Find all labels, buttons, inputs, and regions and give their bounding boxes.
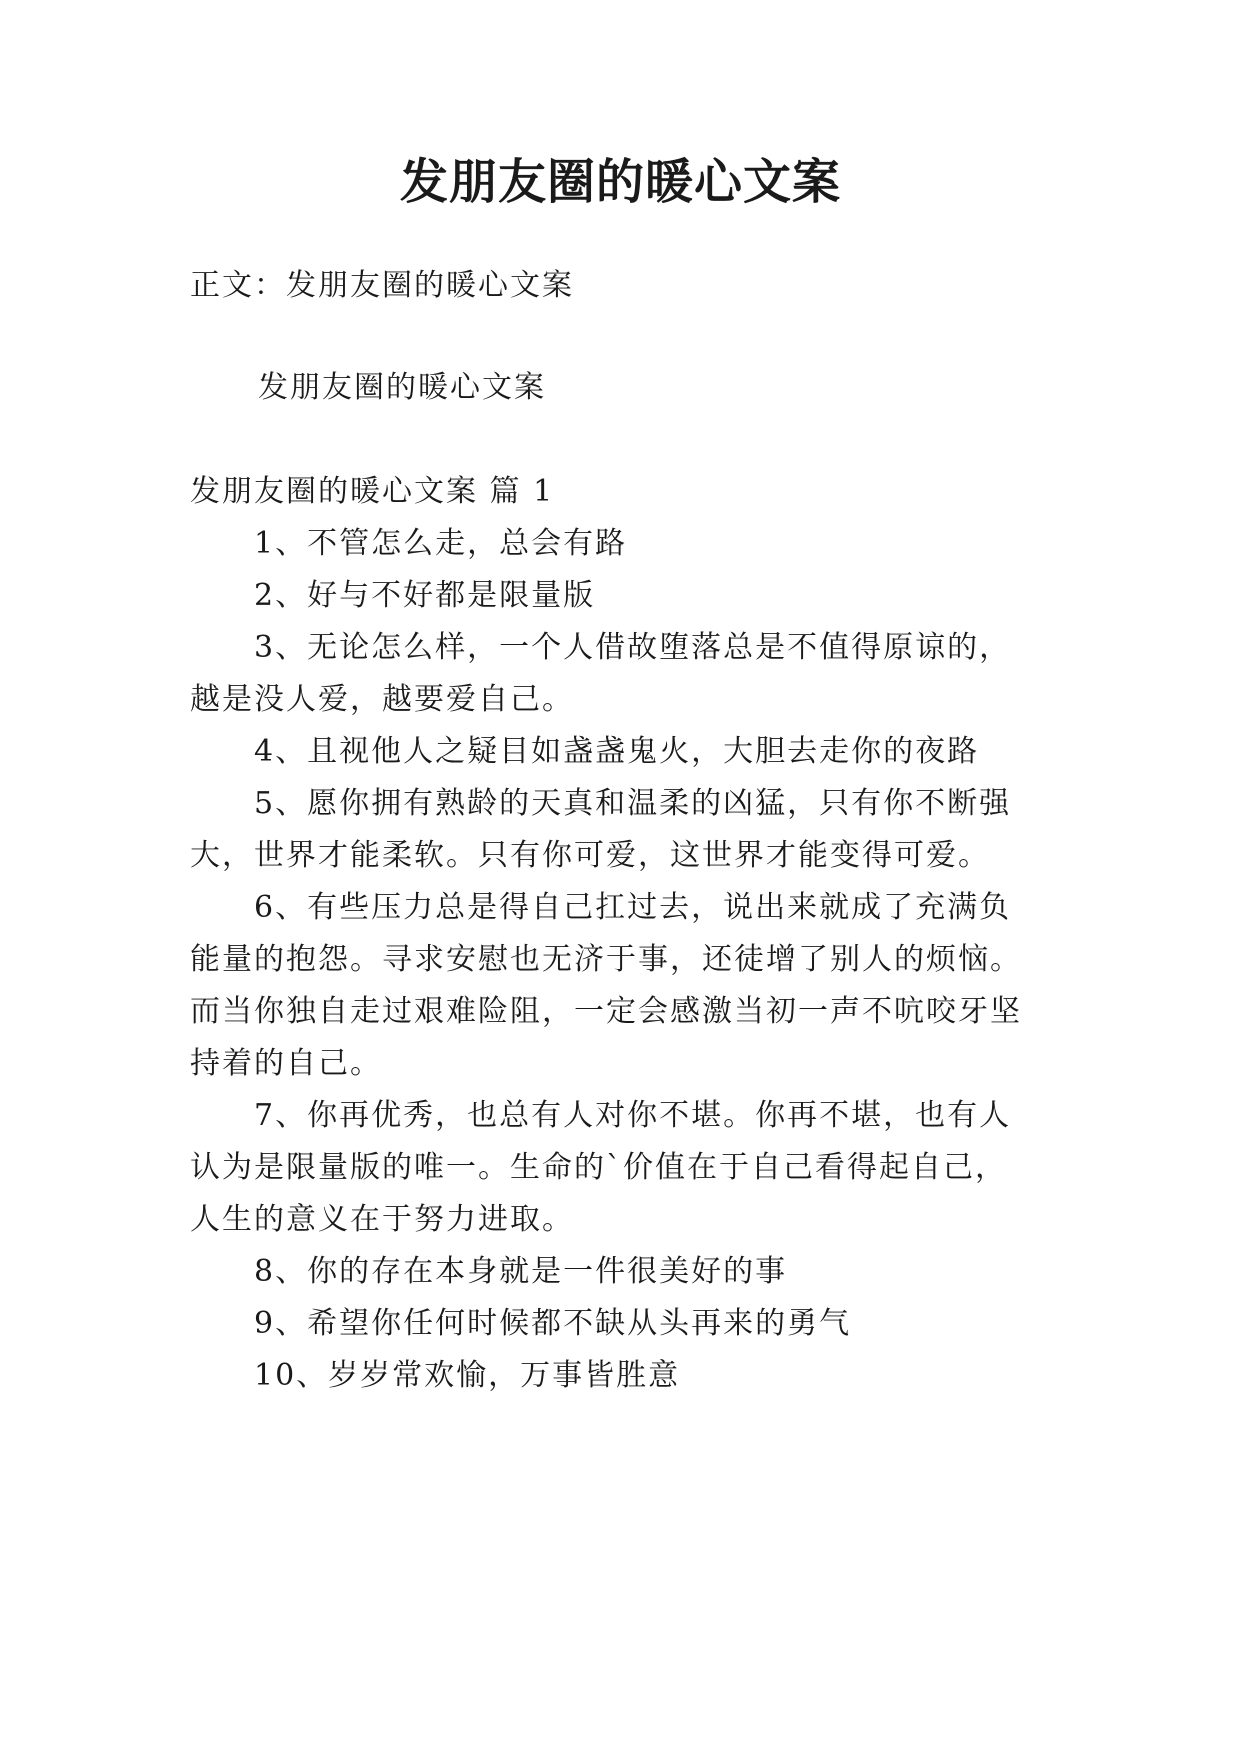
body-label: 正文：发朋友圈的暖心文案 xyxy=(190,268,574,303)
paragraph-line: 5、愿你拥有熟龄的天真和温柔的凶猛，只有你不断强 xyxy=(254,786,1012,821)
paragraph-line: 能量的抱怨。寻求安慰也无济于事，还徒增了别人的烦恼。 xyxy=(190,942,1022,977)
paragraph-line: 7、你再优秀，也总有人对你不堪。你再不堪，也有人 xyxy=(254,1098,1012,1133)
paragraph-line: 4、且视他人之疑目如盏盏鬼火，大胆去走你的夜路 xyxy=(254,734,980,769)
document-title: 发朋友圈的暖心文案 xyxy=(399,154,841,210)
paragraph-line: 9、希望你任何时候都不缺从头再来的勇气 xyxy=(254,1306,852,1341)
paragraph-line: 3、无论怎么样，一个人借故堕落总是不值得原谅的， xyxy=(254,630,1012,665)
document-subtitle: 发朋友圈的暖心文案 xyxy=(258,370,546,405)
paragraph-line: 大，世界才能柔软。只有你可爱，这世界才能变得可爱。 xyxy=(190,838,990,873)
paragraph-line: 而当你独自走过艰难险阻，一定会感激当初一声不吭咬牙坚 xyxy=(190,994,1022,1029)
paragraph-line: 2、好与不好都是限量版 xyxy=(254,578,596,613)
paragraph-line: 认为是限量版的唯一。生命的`价值在于自己看得起自己， xyxy=(190,1150,1007,1185)
paragraph-line: 持着的自己。 xyxy=(190,1046,382,1081)
paragraph-line: 10、岁岁常欢愉，万事皆胜意 xyxy=(254,1358,681,1393)
paragraph-line: 1、不管怎么走，总会有路 xyxy=(254,526,628,561)
paragraph-line: 6、有些压力总是得自己扛过去，说出来就成了充满负 xyxy=(254,890,1012,925)
section-heading: 发朋友圈的暖心文案 篇 1 xyxy=(190,474,555,509)
paragraph-line: 人生的意义在于努力进取。 xyxy=(190,1202,574,1237)
paragraph-line: 8、你的存在本身就是一件很美好的事 xyxy=(254,1254,788,1289)
paragraph-line: 越是没人爱，越要爱自己。 xyxy=(190,682,574,717)
